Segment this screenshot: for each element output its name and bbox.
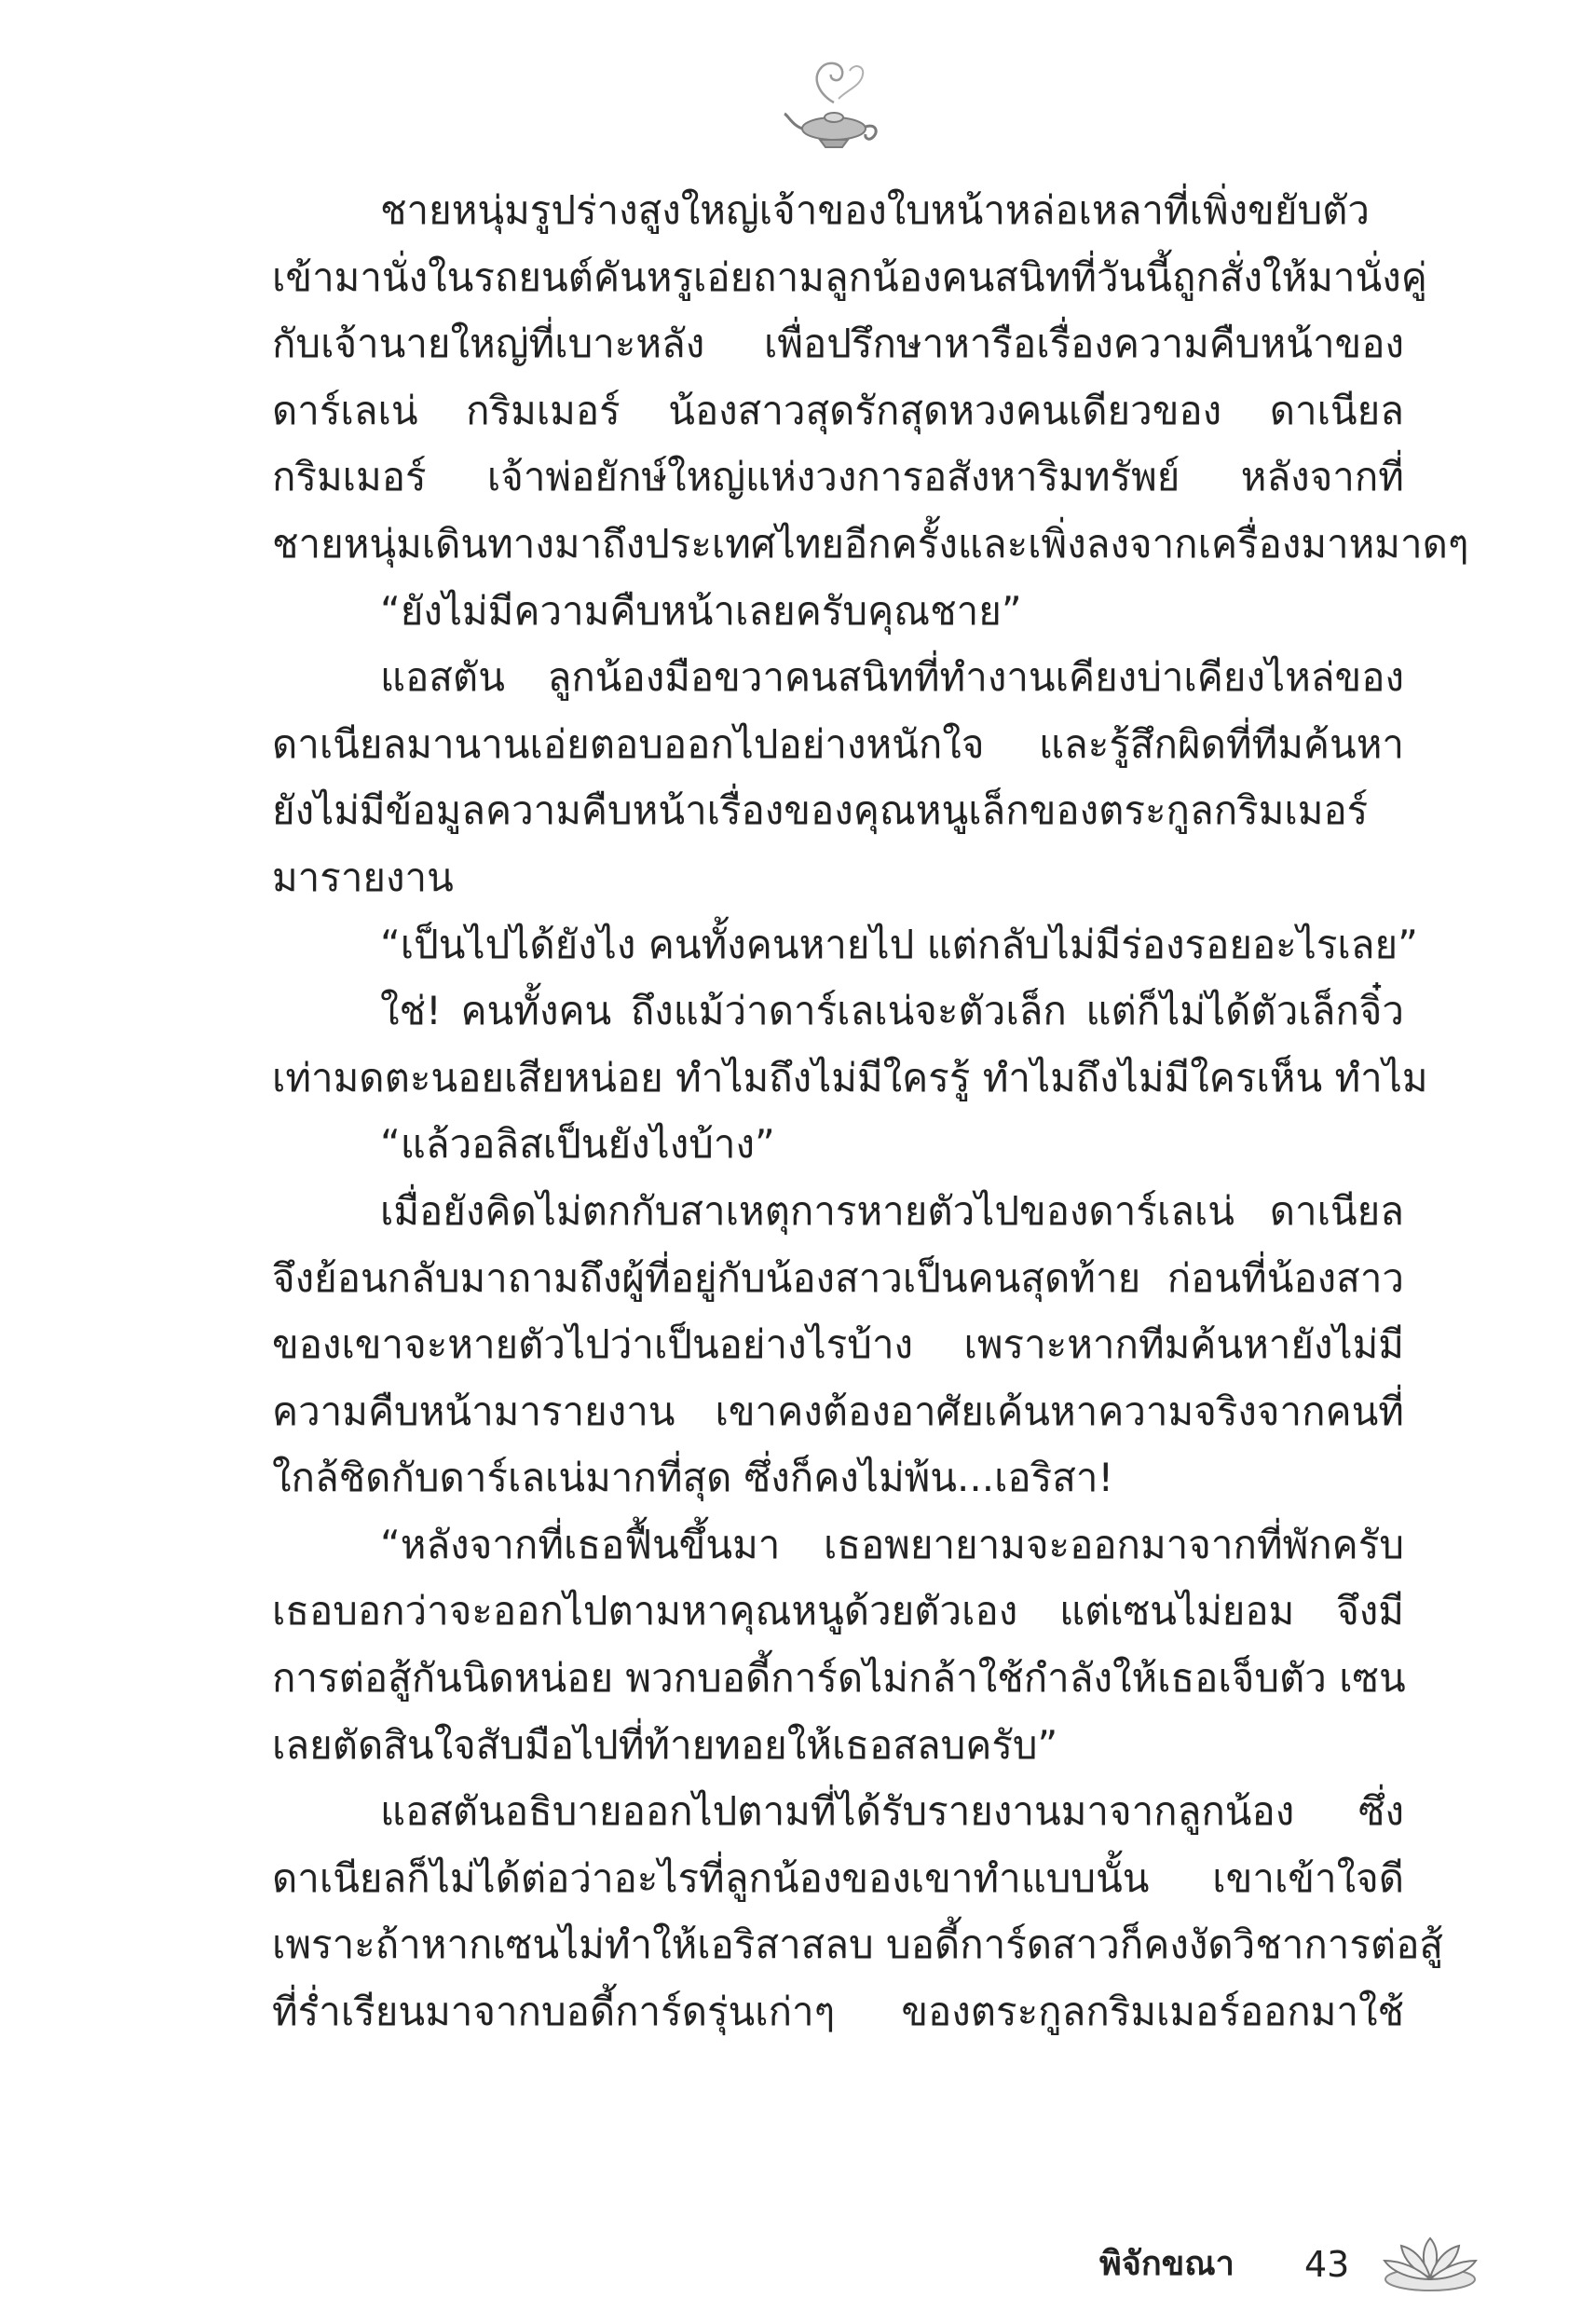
text-line: แอสตัน ลูกน้องมือขวาคนสนิทที่ทำงานเคียงบ่าเคียงไหล่ของ [380,654,1404,701]
text-line: ดาเนียลมานานเอ่ยตอบออกไปอย่างหนักใจ และรู้สึกผิดที่ทีมค้นหา [272,720,1404,767]
text-line: ยังไม่มีข้อมูลความคืบหน้าเรื่องของคุณหนูเล็กของตระกูลกริมเมอร์ [272,787,1369,834]
text-line: ของเขาจะหายตัวไปว่าเป็นอย่างไรบ้าง เพราะหากทีมค้นหายังไม่มี [272,1321,1404,1368]
text-line: “เป็นไปได้ยังไง คนทั้งคนหายไป แต่กลับไม่มีร่องรอยอะไรเลย” [380,921,1418,967]
text-line: “หลังจากที่เธอฟื้นขึ้นมา เธอพยายามจะออกมาจากที่พักครับ [380,1521,1404,1567]
text-line: จึงย้อนกลับมาถามถึงผู้ที่อยู่กับน้องสาวเป็นคนสุดท้าย ก่อนที่น้องสาว [272,1254,1404,1301]
book-title: พิจักขณา [1099,2245,1235,2283]
text-line: เธอบอกว่าจะออกไปตามหาคุณหนูด้วยตัวเอง แต่เซนไม่ยอม จึงมี [272,1588,1404,1634]
text-line: ใกล้ชิดกับดาร์เลเน่มากที่สุด ซึ่งก็คงไม่พ้น...เอริสา! [272,1455,1114,1501]
text-line: ใช่! คนทั้งคน ถึงแม้ว่าดาร์เลเน่จะตัวเล็ก แต่ก็ไม่ได้ตัวเล็กจิ๋ว [380,988,1404,1034]
text-line: มารายงาน [272,854,454,900]
text-line: ที่ร่ำเรียนมาจากบอดี้การ์ดรุ่นเก่าๆ ของตระกูลกริมเมอร์ออกมาใช้ [272,1989,1404,2035]
text-line: กับเจ้านายใหญ่ที่เบาะหลัง เพื่อปรึกษาหารือเรื่องความคืบหน้าของ [272,321,1404,367]
page-number: 43 [1304,2244,1350,2285]
text-line: ชายหนุ่มเดินทางมาถึงประเทศไทยอีกครั้งและเพิ่งลงจากเครื่องมาหมาดๆ [272,520,1469,567]
body-text [272,177,1469,2045]
text-line: ความคืบหน้ามารายงาน เขาคงต้องอาศัยเค้นหาความจริงจากคนที่ [272,1388,1404,1434]
text-line: ดาร์เลเน่ กริมเมอร์ น้องสาวสุดรักสุดหวงคนเดียวของ ดาเนียล [272,387,1404,433]
text-line: “ยังไม่มีความคืบหน้าเลยครับคุณชาย” [380,587,1022,634]
text-line: ชายหนุ่มรูปร่างสูงใหญ่เจ้าของใบหน้าหล่อเหลาที่เพิ่งขยับตัว [380,187,1370,233]
text-line: กริมเมอร์ เจ้าพ่อยักษ์ใหญ่แห่งวงการอสังหาริมทรัพย์ หลังจากที่ [272,454,1404,500]
page-footer [1099,2236,1509,2292]
text-line: การต่อสู้กันนิดหน่อย พวกบอดี้การ์ดไม่กล้าใช้กำลังให้เธอเจ็บตัว เซน [272,1655,1406,1702]
text-line: ดาเนียลก็ไม่ได้ต่อว่าอะไรที่ลูกน้องของเขาทำแบบนั้น เขาเข้าใจดี [272,1854,1404,1901]
text-line: “แล้วอลิสเป็นยังไงบ้าง” [380,1121,775,1168]
text-line: เลยตัดสินใจสับมือไปที่ท้ายทอยให้เธอสลบครับ” [272,1721,1058,1768]
magic-lamp-icon [783,58,885,160]
text-line: แอสตันอธิบายออกไปตามที่ได้รับรายงานมาจากลูกน้อง ซึ่ง [380,1788,1404,1835]
text-line: เท่ามดตะนอยเสียหน่อย ทำไมถึงไม่มีใครรู้ ทำไมถึงไม่มีใครเห็น ทำไม [272,1054,1428,1101]
text-line: เมื่อยังคิดไม่ตกกับสาเหตุการหายตัวไปของดาร์เลเน่ ดาเนียล [380,1187,1404,1234]
text-line: เพราะถ้าหากเซนไม่ทำให้เอริสาสลบ บอดี้การ์ดสาวก็คงงัดวิชาการต่อสู้ [272,1921,1444,1968]
lotus-flower-icon [1379,2231,1481,2296]
text-line: เข้ามานั่งในรถยนต์คันหรูเอ่ยถามลูกน้องคนสนิทที่วันนี้ถูกสั่งให้มานั่งคู่ [272,253,1427,300]
